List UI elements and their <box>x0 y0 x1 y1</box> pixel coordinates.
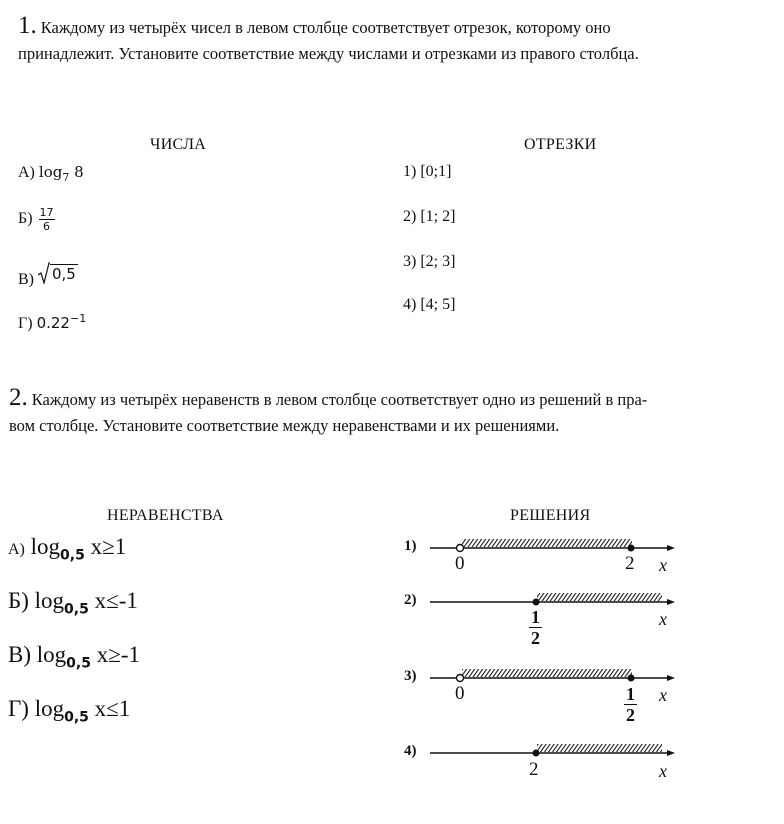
inequality-a <box>8 534 126 564</box>
inequality-b-base: 0,5 <box>64 601 89 618</box>
sqrt-icon <box>38 262 50 284</box>
task2-left-header: НЕРАВЕНСТВА <box>107 507 224 524</box>
inequality-v-rest: x≥-1 <box>96 642 140 667</box>
solution-3-open-point <box>457 675 464 682</box>
arrow-right-icon <box>667 545 675 551</box>
inequality-v-base: 0,5 <box>66 655 91 672</box>
solution-2 <box>430 593 675 606</box>
solutions-diagram <box>395 530 695 790</box>
number-g-label: Г) <box>18 315 33 332</box>
inequality-g-base: 0,5 <box>64 709 89 726</box>
inequality-a-log: log <box>30 534 61 559</box>
number-a-base: 7 <box>62 171 70 184</box>
inequality-g-log: log <box>34 696 65 721</box>
solution-3-tick-left: 0 <box>455 683 465 704</box>
number-b-fraction <box>39 206 55 233</box>
inequality-b-rest: x≤-1 <box>94 588 138 613</box>
inequality-g-rest: x≤1 <box>94 696 131 721</box>
solution-3 <box>430 669 675 682</box>
inequality-a-label: А) <box>8 541 25 558</box>
task2-text-line2: вом столбце. Установите соответствие между неравенствами и их решениями. <box>9 416 560 435</box>
solution-4-tick: 2 <box>529 759 539 780</box>
number-a <box>18 163 84 184</box>
solution-4-label: 4) <box>404 743 417 759</box>
number-b-numerator: 17 <box>39 206 54 219</box>
solution-3-hatch <box>462 669 632 677</box>
inequality-b-label: Б) <box>8 588 29 613</box>
inequality-v-label: В) <box>8 642 31 667</box>
solution-1-tick-left: 0 <box>455 553 465 574</box>
arrow-right-icon <box>667 599 675 605</box>
inequality-v-log: log <box>36 642 67 667</box>
solution-1-closed-point <box>628 545 635 552</box>
solution-1-tick-right: 2 <box>625 553 635 574</box>
task2-right-header: РЕШЕНИЯ <box>510 507 591 524</box>
task2-heading <box>9 384 647 412</box>
task1-right-header: ОТРЕЗКИ <box>524 136 597 153</box>
solution-3-denominator: 2 <box>626 705 635 725</box>
solution-2-numerator: 1 <box>531 607 540 627</box>
solution-4-closed-point <box>533 750 540 757</box>
solution-4-axis-label: x <box>659 761 667 781</box>
segment-1: 1) [0;1] <box>403 163 452 180</box>
inequality-g <box>8 696 130 726</box>
solution-1-hatch <box>462 539 632 547</box>
solution-1 <box>430 539 675 552</box>
task1-text-line1: Каждому из четырёх чисел в левом столбце соответствует отрезок, которому оно <box>40 18 611 37</box>
solution-2-hatch <box>537 593 662 601</box>
segment-2: 2) [1; 2] <box>403 208 456 225</box>
segment-4: 4) [4; 5] <box>403 296 456 313</box>
task1-number: 1. <box>18 12 37 39</box>
solution-2-axis-label: x <box>659 609 667 629</box>
solution-3-label: 3) <box>404 668 417 684</box>
number-a-arg: 8 <box>74 163 84 181</box>
solution-3-numerator: 1 <box>626 684 635 704</box>
number-v-radicand: 0,5 <box>52 265 76 283</box>
number-a-label: А) <box>18 164 35 181</box>
inequality-b-log: log <box>34 588 65 613</box>
solution-1-axis-label: x <box>659 555 667 575</box>
task1-heading <box>18 12 611 40</box>
inequality-a-base: 0,5 <box>60 547 85 564</box>
solution-4-hatch <box>537 744 662 752</box>
inequality-b <box>8 588 138 618</box>
number-g-base: 0.22 <box>36 314 70 332</box>
inequality-g-label: Г) <box>8 696 29 721</box>
number-a-log: log <box>38 163 63 181</box>
task1-text-line2: принадлежит. Установите соответствие между числами и отрезками из правого столбца. <box>18 44 639 63</box>
number-b-denominator: 6 <box>43 220 51 233</box>
solution-4 <box>430 744 675 757</box>
number-g-exponent: −1 <box>69 312 87 325</box>
solution-2-closed-point <box>533 599 540 606</box>
inequality-a-rest: x≥1 <box>90 534 127 559</box>
solution-3-axis-label: x <box>659 685 667 705</box>
solution-1-open-point <box>457 545 464 552</box>
task2-number: 2. <box>9 384 28 411</box>
arrow-right-icon <box>667 750 675 756</box>
number-b <box>18 206 55 233</box>
inequality-v <box>8 642 140 672</box>
task1-left-header: ЧИСЛА <box>150 136 207 153</box>
solution-2-label: 2) <box>404 592 417 608</box>
arrow-right-icon <box>667 675 675 681</box>
segment-3: 3) [2; 3] <box>403 253 456 270</box>
solution-3-closed-point <box>628 675 635 682</box>
number-v-sqrt <box>38 262 78 283</box>
number-g <box>18 312 86 333</box>
solution-3-fraction <box>624 684 637 725</box>
number-v <box>18 262 78 289</box>
task2-text-line1: Каждому из четырёх неравенств в левом столбце соответствует одно из решений в пра- <box>31 390 648 409</box>
number-v-label: В) <box>18 271 34 288</box>
solution-2-fraction <box>529 607 542 648</box>
solution-1-label: 1) <box>404 538 417 554</box>
solution-2-denominator: 2 <box>531 628 540 648</box>
number-b-label: Б) <box>18 210 33 228</box>
